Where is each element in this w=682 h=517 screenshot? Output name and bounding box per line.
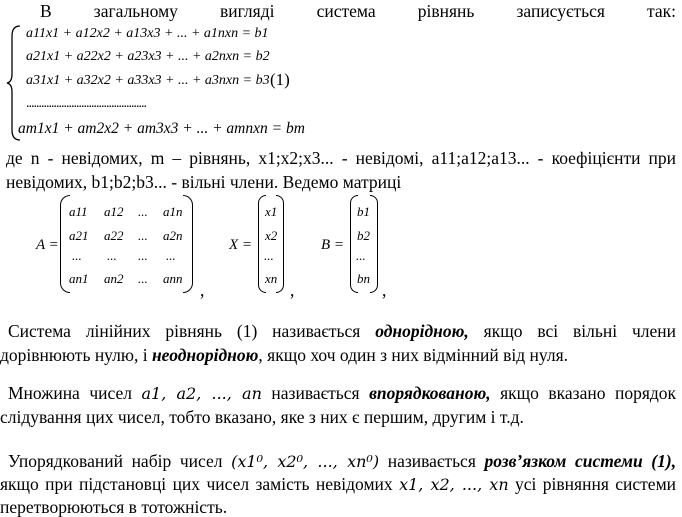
matrix-b-cell: bn (357, 271, 370, 286)
para-word: називається (271, 383, 360, 403)
where-text: де (6, 148, 23, 168)
para-word: рівнянь (165, 321, 223, 341)
system-row: am1x1 + am2x2 + am3x3 + ... + amnxn = bm (18, 120, 305, 137)
term-homogeneous: однорідною, (375, 321, 469, 341)
para-word: всі (537, 321, 559, 341)
matrix-a-right-paren (183, 195, 193, 293)
matrix-a-cell: a21 (69, 228, 89, 243)
matrix-a-cell: a12 (104, 204, 124, 219)
para-text: , якщо хоч один з них відмінний від нуля. (258, 345, 568, 365)
math-unknowns: x1, x2, ..., xn (399, 475, 509, 494)
intro-word: загальному (93, 1, 178, 21)
para-text: якщо при підстановці цих чисел замість невідомих (0, 474, 393, 494)
para-word: Упорядкований (8, 451, 123, 471)
matrix-a-cell: a1n (163, 204, 183, 219)
para-word: вказано (548, 383, 606, 403)
intro-word: рівнянь (417, 1, 475, 21)
matrix-a-cell: ... (138, 248, 148, 263)
matrix-a-cell: ... (138, 204, 148, 219)
para-text: дорівнюють нулю, і (0, 345, 152, 365)
system-row: a11x1 + a12x2 + a13x3 + ... + a1nxn = b1 (26, 26, 269, 41)
para-text: усі рівняння системи (515, 474, 677, 494)
para1-line-1 (8, 321, 676, 341)
term-ordered: впорядкованою, (369, 383, 491, 403)
matrix-a-cell: ... (107, 248, 117, 263)
para2-line-1 (8, 383, 676, 404)
term-solution: розв’язком системи (1), (484, 451, 677, 471)
matrix-a-cell: ... (138, 228, 148, 243)
para3-line-2 (0, 474, 676, 495)
matrix-a-cell: ... (138, 271, 148, 286)
system-row: a31x1 + a32x2 + a33x3 + ... + a3nxn = b3 (26, 73, 270, 88)
intro-line (40, 1, 676, 21)
math-solution-tuple: (x1⁰, x2⁰, ..., xn⁰) (231, 452, 380, 471)
para3-line-3: перетворюються в тотожність. (0, 497, 228, 517)
matrix-x-label: X = (229, 237, 253, 253)
matrix-b-label: B = (321, 237, 345, 253)
para-word: Система (8, 321, 71, 341)
para-word: (1) (236, 321, 258, 341)
where-line-1 (6, 148, 676, 168)
para-word: Множина (8, 383, 80, 403)
matrix-a-label: A = (36, 237, 59, 253)
para-word: називається (387, 451, 476, 471)
para-word: чисел (179, 451, 223, 471)
para-word: якщо (483, 321, 523, 341)
intro-word: так: (647, 1, 677, 21)
where-text: n - невідомих, (30, 148, 143, 168)
para-word: вільні (573, 321, 618, 341)
matrix-separator: , (200, 280, 205, 300)
matrix-a-cell: a22 (104, 228, 124, 243)
matrix-a-cell: an2 (104, 271, 124, 286)
where-text: m – рівнянь, (150, 148, 251, 168)
para1-line-2 (0, 345, 568, 365)
matrix-a-cell: ... (166, 248, 176, 263)
para-word: якщо (500, 383, 539, 403)
matrix-a-cell: a2n (163, 228, 183, 243)
intro-word: система (316, 1, 376, 21)
where-text: x1;x2;x3... - невідомі, (258, 148, 424, 168)
matrix-a-cell: ann (163, 271, 183, 286)
intro-word: вигляді (220, 1, 275, 21)
para3-line-1 (8, 451, 676, 472)
para-word: лінійних (85, 321, 151, 341)
matrix-x-cell: ... (264, 248, 274, 263)
term-inhomogeneous: неоднорідною (151, 345, 259, 365)
matrix-a-cell: a11 (69, 204, 88, 219)
para-word: набір (131, 451, 172, 471)
matrix-b-right-paren (370, 195, 378, 293)
system-row: ................................................ (26, 96, 146, 111)
matrix-separator: , (382, 280, 387, 300)
matrix-b-cell: ... (356, 248, 366, 263)
matrix-a-cell: ... (72, 248, 82, 263)
matrix-a-cell: an1 (69, 271, 89, 286)
para-word: члени (631, 321, 676, 341)
para2-line-2: слідування цих чисел, тобто вказано, яке з них є першим, другим і т.д. (0, 407, 524, 427)
para-word: порядок (614, 383, 677, 403)
matrix-x-cell: x1 (265, 204, 278, 219)
matrix-x-cell: x2 (265, 228, 278, 243)
where-line-2: невідомих, b1;b2;b3... - вільні члени. Ведемо матриці (6, 172, 402, 192)
para-word: називається (272, 321, 361, 341)
intro-word: В (40, 1, 52, 21)
system-row: a21x1 + a22x2 + a23x3 + ... + a2nxn = b2 (26, 49, 270, 64)
matrix-x-cell: xn (265, 271, 278, 286)
matrix-separator: , (290, 280, 295, 300)
system-number: (1) (270, 70, 290, 89)
intro-word: записується (516, 1, 605, 21)
matrix-b-cell: b1 (357, 204, 370, 219)
math-sequence: a1, a2, ..., an (141, 384, 262, 403)
matrix-b-cell: b2 (357, 228, 370, 243)
para-word: чисел (89, 383, 132, 403)
where-text: a11;a12;a13... - коефіцієнти при (431, 148, 677, 168)
